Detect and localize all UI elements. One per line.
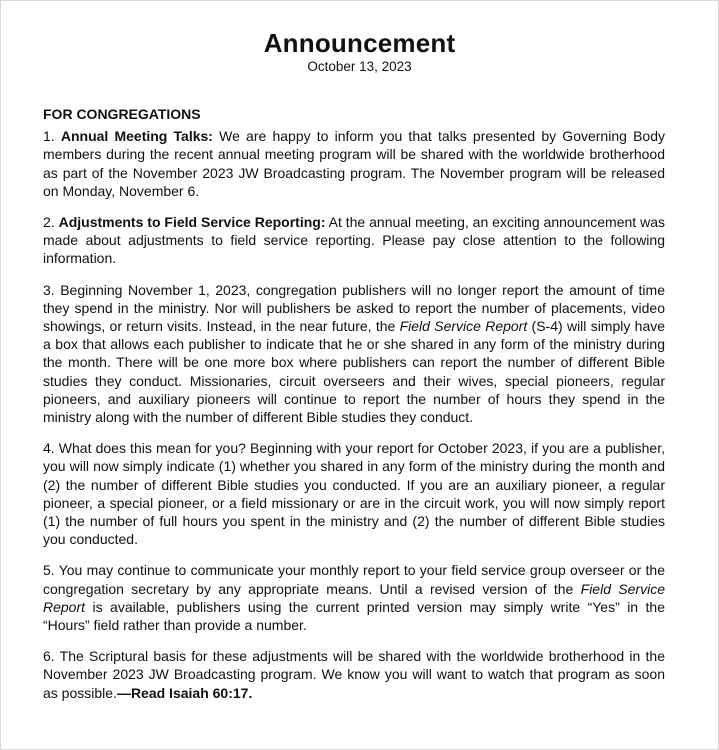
paragraph-2-text: At the annual meeting, an exciting announcement was made about adjustments to field service reporting. Please pay close attention to the following information. xyxy=(43,214,665,267)
paragraph-3-italic: Field Service Report xyxy=(399,318,528,335)
paragraph-4 xyxy=(43,439,665,548)
paragraph-4-text: 4. What does this mean for you? Beginning with your report for October 2023, if you are a publisher, you will now simply indicate (1) whether you shared in any form of the ministry during the month and (2) the number of different Bible studies you conducted. If you are an auxiliary pioneer, a regular pioneer, a special pioneer, or a field missionary or are in the circuit work, you will now simply report (1) the number of full hours you spent in the ministry and (2) the number of different Bible studies you conducted. xyxy=(43,440,665,548)
document-body xyxy=(43,105,665,715)
paragraph-1-text: We are happy to inform you that talks presented by Governing Body members during the recent annual meeting program will be shared with the worldwide brotherhood as part of the November 2023 JW Broadcasting program. The November program will be released on Monday, November 6. xyxy=(43,128,665,199)
paragraph-1-number: 1. xyxy=(43,128,61,145)
section-heading: FOR CONGREGATIONS xyxy=(43,106,201,122)
paragraph-2-heading: Adjustments to Field Service Reporting: xyxy=(58,214,326,231)
announcement-date: October 13, 2023 xyxy=(307,59,412,74)
paragraph-3-text-b: (S-4) will simply have a box that allows each publisher to indicate that he or she shared in any form of the ministry during the month. There will be one more box where publishers can report the number of different Bible studies they conduct. Missionaries, circuit overseers and their wives, special pioneers, regular pioneers, and auxiliary pioneers will continue to report the number of hours they spend in the ministry along with the number of different Bible studies they conduct. xyxy=(43,318,666,426)
paragraph-1-heading: Annual Meeting Talks: xyxy=(60,128,213,145)
paragraph-2-number: 2. xyxy=(43,214,59,231)
paragraph-3-text-a: 3. Beginning November 1, 2023, congregation publishers will no longer report the amount of time they spend in the ministry. Nor will publishers be asked to report the number of placements, video showings, or return visits. Instead, in the near future, the xyxy=(43,281,665,335)
paragraph-5-italic: Field Service Report xyxy=(43,580,665,615)
paragraph-5 xyxy=(43,561,665,634)
paragraph-6 xyxy=(43,647,665,702)
page-title: Announcement xyxy=(263,28,456,58)
paragraph-5-text-b: is available, publishers using the current printed version may simply write “Yes” in the “Hours” field rather than provide a number. xyxy=(43,598,665,634)
paragraph-1 xyxy=(43,127,665,200)
paragraph-6-scripture-reference: —Read Isaiah 60:17. xyxy=(116,684,253,701)
paragraph-2 xyxy=(43,213,665,268)
paragraph-3 xyxy=(43,281,665,427)
paragraph-6-text: 6. The Scriptural basis for these adjustments will be shared with the worldwide brotherhood in the November 2023 JW Broadcasting program. We know you will want to watch that program as soon as possible. xyxy=(43,648,665,701)
paragraph-5-text-a: 5. You may continue to communicate your monthly report to your field service group overseer or the congregation secretary by any appropriate means. Until a revised version of the xyxy=(43,562,665,597)
